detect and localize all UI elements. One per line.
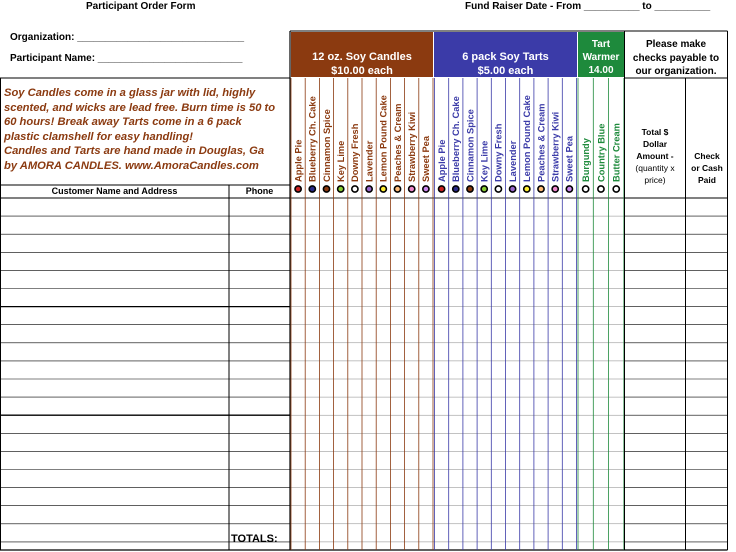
checks-note-line: checks payable to	[632, 52, 720, 64]
description-line: Candles and Tarts are hand made in Douglas, Ga	[4, 145, 265, 158]
tart-scent-label: Lavender	[507, 140, 518, 182]
customer-name-header: Customer Name and Address	[51, 186, 178, 196]
description-line: scented, and wicks are lead free. Burn time is 50 to	[4, 101, 276, 114]
tart-scent-label: Cinnamon Spice	[465, 109, 476, 182]
candle-scent-swatch-dot	[423, 186, 429, 192]
candles-group-header	[291, 32, 433, 77]
total-header-line: Amount -	[636, 151, 674, 161]
warmer-color-swatch-dot	[613, 186, 619, 192]
candle-scent-label: Strawberry Kiwi	[407, 111, 417, 182]
tart-scent-label: Strawberry Kiwi	[550, 111, 561, 182]
warmer-color-label: Burgundy	[580, 138, 591, 182]
participant-name-field[interactable]: Participant Name: __________________________	[10, 53, 243, 64]
candles-price: $10.00 each	[331, 65, 393, 77]
candle-scent-swatch-dot	[295, 186, 301, 192]
checks-note-line: our organization.	[635, 66, 717, 77]
candle-scent-label: Downy Fresh	[350, 123, 361, 182]
tart-scent-label: Peaches & Cream	[536, 103, 547, 182]
totals-label: TOTALS:	[231, 533, 278, 545]
tart-scent-label: Downy Fresh	[493, 123, 504, 182]
candle-scent-swatch-dot	[366, 186, 372, 192]
candle-scent-swatch-dot	[394, 186, 400, 192]
warmer-color-label: Butter Cream	[611, 123, 622, 182]
tart-scent-swatch-dot	[467, 186, 473, 192]
tarts-price: $5.00 each	[477, 65, 534, 77]
candle-scent-label: Key Lime	[336, 140, 346, 182]
paid-header-line: Paid	[698, 175, 716, 185]
tart-scent-swatch-dot	[481, 186, 487, 192]
tart-scent-label: Lemon Pound Cake	[522, 95, 533, 182]
candle-scent-swatch-dot	[309, 186, 315, 192]
candle-scent-swatch-dot	[409, 186, 415, 192]
tart-scent-swatch-dot	[439, 186, 445, 192]
description-line: by AMORA CANDLES. www.AmoraCandles.com	[4, 159, 259, 172]
tarts-title: 6 pack Soy Tarts	[462, 51, 549, 63]
description-line: 60 hours! Break away Tarts come in a 6 pack	[4, 116, 242, 129]
candle-scent-swatch-dot	[380, 186, 386, 192]
candle-scent-swatch-dot	[338, 186, 344, 192]
warmer-color-label: Country Blue	[596, 123, 607, 182]
tart-scent-swatch-dot	[509, 186, 515, 192]
warmer-price: 14.00	[588, 65, 614, 76]
warmer-group-header	[578, 32, 624, 77]
total-header-line: Dollar	[642, 139, 668, 149]
candle-scent-label: Apple Pie	[293, 139, 304, 182]
tart-scent-label: Apple Pie	[436, 139, 447, 182]
tart-scent-swatch-dot	[524, 186, 530, 192]
tart-scent-swatch-dot	[538, 186, 544, 192]
organization-field[interactable]: Organization: ______________________________	[10, 32, 245, 43]
candle-scent-label: Peaches & Cream	[392, 103, 403, 182]
paid-header-line: Check	[694, 151, 720, 161]
tart-scent-swatch-dot	[552, 186, 558, 192]
total-dollar-header	[625, 126, 685, 186]
tarts-group-header	[434, 32, 577, 77]
total-header-line: price)	[644, 175, 666, 185]
warmer-title-2: Warmer	[582, 52, 620, 63]
tart-scent-label: Sweet Pea	[564, 136, 575, 182]
tart-scent-swatch-dot	[566, 186, 572, 192]
tart-scent-swatch-dot	[495, 186, 501, 192]
candle-scent-swatch-dot	[352, 186, 358, 192]
candle-scent-label: Cinnamon Spice	[321, 109, 332, 182]
warmer-color-swatch-dot	[583, 186, 589, 192]
warmer-title: Tart	[591, 39, 611, 50]
warmer-color-swatch-dot	[598, 186, 604, 192]
tart-scent-swatch-dot	[453, 186, 459, 192]
tart-scent-label: Blueberry Ch. Cake	[451, 96, 462, 182]
total-header-line: (quantity x	[635, 163, 675, 173]
form-title: Participant Order Form	[86, 1, 196, 12]
candle-scent-label: Sweet Pea	[421, 136, 432, 182]
description-line: Soy Candles come in a glass jar with lid, highly	[4, 87, 256, 99]
phone-header: Phone	[245, 186, 274, 196]
fund-raiser-date: Fund Raiser Date - From __________ to __________	[465, 1, 711, 12]
description-line: plastic clamshell for easy handling!	[4, 130, 194, 143]
candles-title: 12 oz. Soy Candles	[312, 51, 412, 63]
candle-scent-label: Blueberry Ch. Cake	[307, 96, 318, 182]
check-or-cash-header	[686, 150, 728, 186]
candle-scent-label: Lemon Pound Cake	[378, 95, 389, 182]
candle-scent-swatch-dot	[323, 186, 329, 192]
tart-scent-label: Key Lime	[479, 140, 490, 182]
paid-header-line: or Cash	[691, 163, 723, 173]
total-header-line: Total $	[641, 127, 669, 137]
checks-note-line: Please make	[645, 39, 707, 50]
checks-payable-note	[625, 32, 727, 77]
product-description	[4, 86, 288, 174]
candle-scent-label: Lavender	[364, 140, 375, 182]
